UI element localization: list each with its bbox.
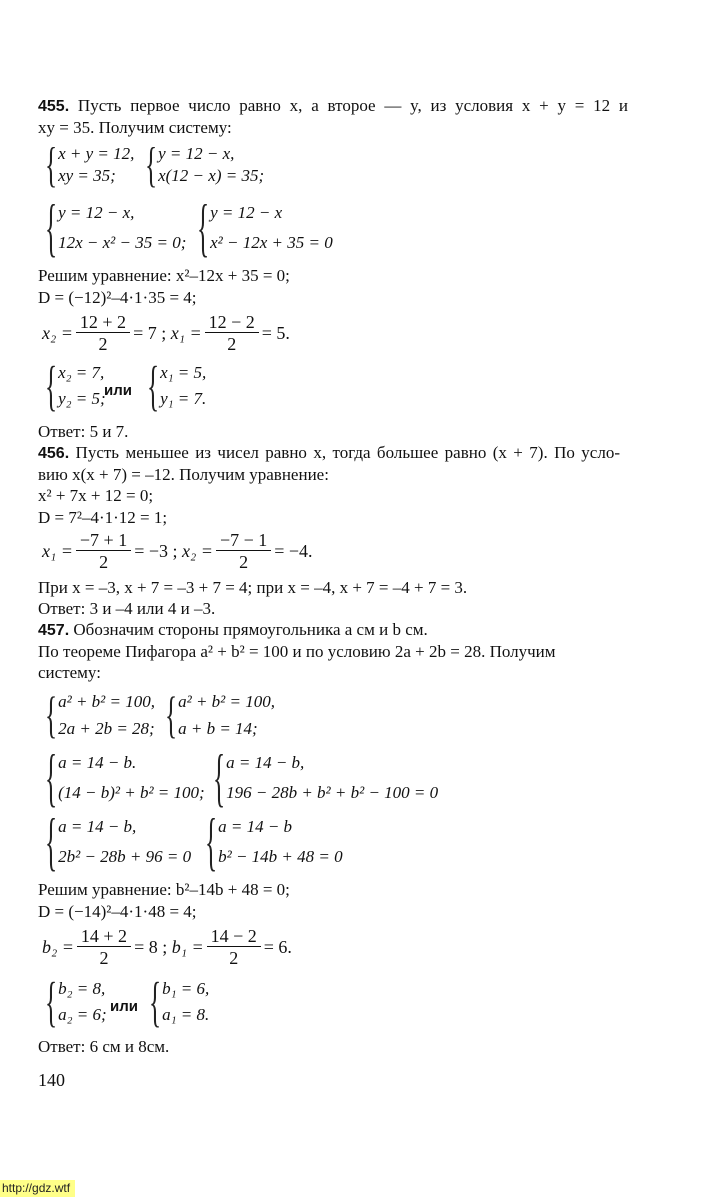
- roots: [42, 312, 290, 355]
- system: { a = 14 − b, 196 − 28b + b² + b² − 100 = 0: [212, 741, 439, 813]
- solve-line: Решим уравнение: b²–14b + 48 = 0;: [38, 880, 290, 899]
- fraction: [205, 312, 259, 355]
- watermark-link[interactable]: http://gdz.wtf: [0, 1180, 75, 1197]
- solve-line: Решим уравнение: x²–12x + 35 = 0;: [38, 266, 290, 285]
- eq: y₂ = 5;: [58, 389, 106, 408]
- eq: (14 − b)² + b² = 100;: [58, 783, 205, 802]
- eq: y₁ = 7.: [160, 389, 207, 408]
- fraction: [76, 530, 131, 573]
- page-number: 140: [38, 1070, 65, 1090]
- eq: x + y = 12,: [58, 144, 135, 163]
- answer: Ответ: 3 и –4 или 4 и –3.: [38, 599, 216, 618]
- eq: b₂ = 8,: [58, 979, 106, 998]
- result: = 5.: [261, 323, 290, 343]
- eq: a = 14 − b,: [58, 817, 137, 836]
- eq: x² − 12x + 35 = 0: [210, 233, 333, 252]
- denominator: 2: [227, 334, 237, 354]
- system: { a = 14 − b. (14 − b)² + b² = 100;: [44, 741, 205, 813]
- answer: Ответ: 6 см и 8см.: [38, 1037, 170, 1056]
- eq: x₂ = 7,: [58, 363, 105, 382]
- system: { x + y = 12, xy = 35;: [44, 137, 135, 192]
- eq: x₁ = 5,: [160, 363, 207, 382]
- p456-line2: вию x(x + 7) = –12. Получим уравнение:: [38, 465, 329, 484]
- eq: a = 14 − b: [218, 817, 293, 836]
- fraction: [77, 926, 131, 969]
- denominator: 2: [229, 948, 239, 968]
- denominator: 2: [239, 552, 249, 572]
- p457-line1: [38, 620, 428, 641]
- root-label: x₁ =: [170, 323, 202, 343]
- discriminant: D = (−14)²–4·1·48 = 4;: [38, 902, 197, 921]
- numerator: 12 + 2: [76, 312, 130, 333]
- eq: 12x − x² − 35 = 0;: [58, 233, 187, 252]
- numerator: −7 + 1: [76, 530, 131, 551]
- problem-number: 456.: [38, 445, 70, 462]
- eq: x(12 − x) = 35;: [158, 166, 265, 185]
- discriminant: D = (−12)²–4·1·35 = 4;: [38, 288, 197, 307]
- result: = 8 ;: [134, 937, 168, 957]
- eq: y = 12 − x: [210, 203, 283, 222]
- system: { x₁ = 5, y₁ = 7.: [146, 354, 207, 416]
- text: Пусть меньшее из чисел равно x, тогда большее равно (x + 7). По усло-: [75, 443, 620, 462]
- problem-number: 457.: [38, 622, 70, 639]
- eq: a₁ = 8.: [162, 1005, 210, 1024]
- system: { y = 12 − x x² − 12x + 35 = 0: [196, 191, 333, 263]
- eq: y = 12 − x,: [158, 144, 235, 163]
- eq: 196 − 28b + b² + b² − 100 = 0: [226, 783, 439, 802]
- root-label: b₂ =: [42, 937, 74, 957]
- problem-number: 455.: [38, 98, 70, 115]
- result: = 6.: [263, 937, 292, 957]
- fraction: [207, 926, 261, 969]
- system: { b₂ = 8, a₂ = 6;: [44, 970, 107, 1032]
- system: { b₁ = 6, a₁ = 8.: [148, 970, 210, 1032]
- root-label: x₁ =: [42, 541, 73, 561]
- result: = −4.: [274, 541, 313, 561]
- root-label: x₂ =: [42, 323, 73, 343]
- eq: a₂ = 6;: [58, 1005, 107, 1024]
- system: { y = 12 − x, x(12 − x) = 35;: [144, 137, 265, 192]
- p457-line3: систему:: [38, 663, 101, 682]
- or-label: или: [110, 998, 138, 1015]
- numerator: 14 − 2: [207, 926, 261, 947]
- answer: Ответ: 5 и 7.: [38, 422, 129, 441]
- system: { y = 12 − x, 12x − x² − 35 = 0;: [44, 191, 187, 263]
- p455-line2: xy = 35. Получим систему:: [38, 118, 232, 137]
- roots: [42, 530, 313, 573]
- text: Пусть первое число равно x, а второе — y, из условия x + y = 12 и: [77, 96, 629, 115]
- eq: y = 12 − x,: [58, 203, 135, 222]
- text: Обозначим стороны прямоугольника a см и b см.: [73, 620, 428, 639]
- eq: xy = 35;: [58, 166, 116, 185]
- numerator: −7 − 1: [216, 530, 271, 551]
- denominator: 2: [99, 948, 109, 968]
- fraction: [216, 530, 271, 573]
- discriminant: D = 7²–4·1·12 = 1;: [38, 508, 168, 527]
- check-line: При x = –3, x + 7 = –3 + 7 = 4; при x = –4, x + 7 = –4 + 7 = 3.: [38, 578, 468, 597]
- system: { a² + b² = 100, 2a + 2b = 28;: [44, 686, 155, 743]
- equation: x² + 7x + 12 = 0;: [38, 486, 154, 505]
- eq: a² + b² = 100,: [178, 692, 275, 711]
- p455-line1: [38, 96, 628, 117]
- eq: a + b = 14;: [178, 719, 258, 738]
- eq: a² + b² = 100,: [58, 692, 155, 711]
- result: = 7 ;: [133, 323, 167, 343]
- eq: 2a + 2b = 28;: [58, 719, 155, 738]
- system: { x₂ = 7, y₂ = 5;: [44, 354, 106, 416]
- system: { a² + b² = 100, a + b = 14;: [164, 686, 275, 743]
- denominator: 2: [99, 552, 109, 572]
- root-label: b₁ =: [171, 937, 204, 957]
- fraction: [76, 312, 130, 355]
- system: { a = 14 − b, 2b² − 28b + 96 = 0: [44, 805, 192, 877]
- eq: a = 14 − b.: [58, 753, 137, 772]
- eq: a = 14 − b,: [226, 753, 305, 772]
- eq: b₁ = 6,: [162, 979, 210, 998]
- root-label: x₂ =: [182, 541, 213, 561]
- p456-line1: [38, 443, 620, 464]
- or-label: или: [104, 382, 132, 399]
- roots: [42, 926, 292, 969]
- denominator: 2: [98, 334, 108, 354]
- p457-line2: По теореме Пифагора a² + b² = 100 и по условию 2a + 2b = 28. Получим: [38, 642, 556, 661]
- numerator: 14 + 2: [77, 926, 131, 947]
- numerator: 12 − 2: [205, 312, 259, 333]
- system: { a = 14 − b b² − 14b + 48 = 0: [204, 805, 343, 877]
- eq: 2b² − 28b + 96 = 0: [58, 847, 192, 866]
- eq: b² − 14b + 48 = 0: [218, 847, 343, 866]
- result: = −3 ;: [134, 541, 178, 561]
